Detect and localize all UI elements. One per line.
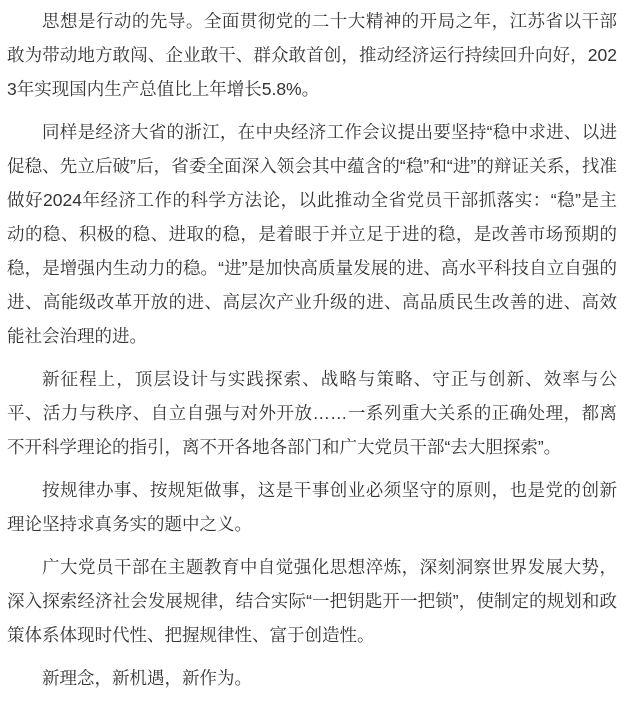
article-body <box>7 4 617 695</box>
paragraph-5: 广大党员干部在主题教育中自觉强化思想淬炼，深刻洞察世界发展大势，深入探索经济社会发展规律，结合实际“一把钥匙开一把锁”，使制定的规划和政策体系体现时代性、把握规律性、富于创造性。 <box>7 557 617 645</box>
paragraph-3: 新征程上，顶层设计与实践探索、战略与策略、守正与创新、效率与公平、活力与秩序、自立自强与对外开放……一系列重大关系的正确处理，都离不开科学理论的指引，离不开各地各部门和广大党员干部“去大胆探索”。 <box>7 369 617 457</box>
paragraph-6: 新理念，新机遇，新作为。 <box>42 668 252 688</box>
paragraph-1: 思想是行动的先导。全面贯彻党的二十大精神的开局之年，江苏省以干部敢为带动地方敢闯、企业敢干、群众敢首创，推动经济运行持续回升向好，2023年实现国内生产总值比上年增长5.8%。 <box>7 11 617 99</box>
paragraph-2: 同样是经济大省的浙江，在中央经济工作会议提出要坚持“稳中求进、以进促稳、先立后破”后，省委全面深入领会其中蕴含的“稳”和“进”的辩证关系，找准做好2024年经济工作的科学方法论，以此推动全省党员干部抓落实：“稳”是主动的稳、积极的稳、进取的稳，是着眼于并立足于进的稳，是改善市场预期的稳，是增强内生动力的稳。“进”是加快高质量发展的进、高水平科技自立自强的进、高能级改革开放的进、高层次产业升级的进、高品质民生改善的进、高效能社会治理的进。 <box>7 122 617 346</box>
paragraph-4: 按规律办事、按规矩做事，这是干事创业必须坚守的原则，也是党的创新理论坚持求真务实的题中之义。 <box>7 480 617 534</box>
